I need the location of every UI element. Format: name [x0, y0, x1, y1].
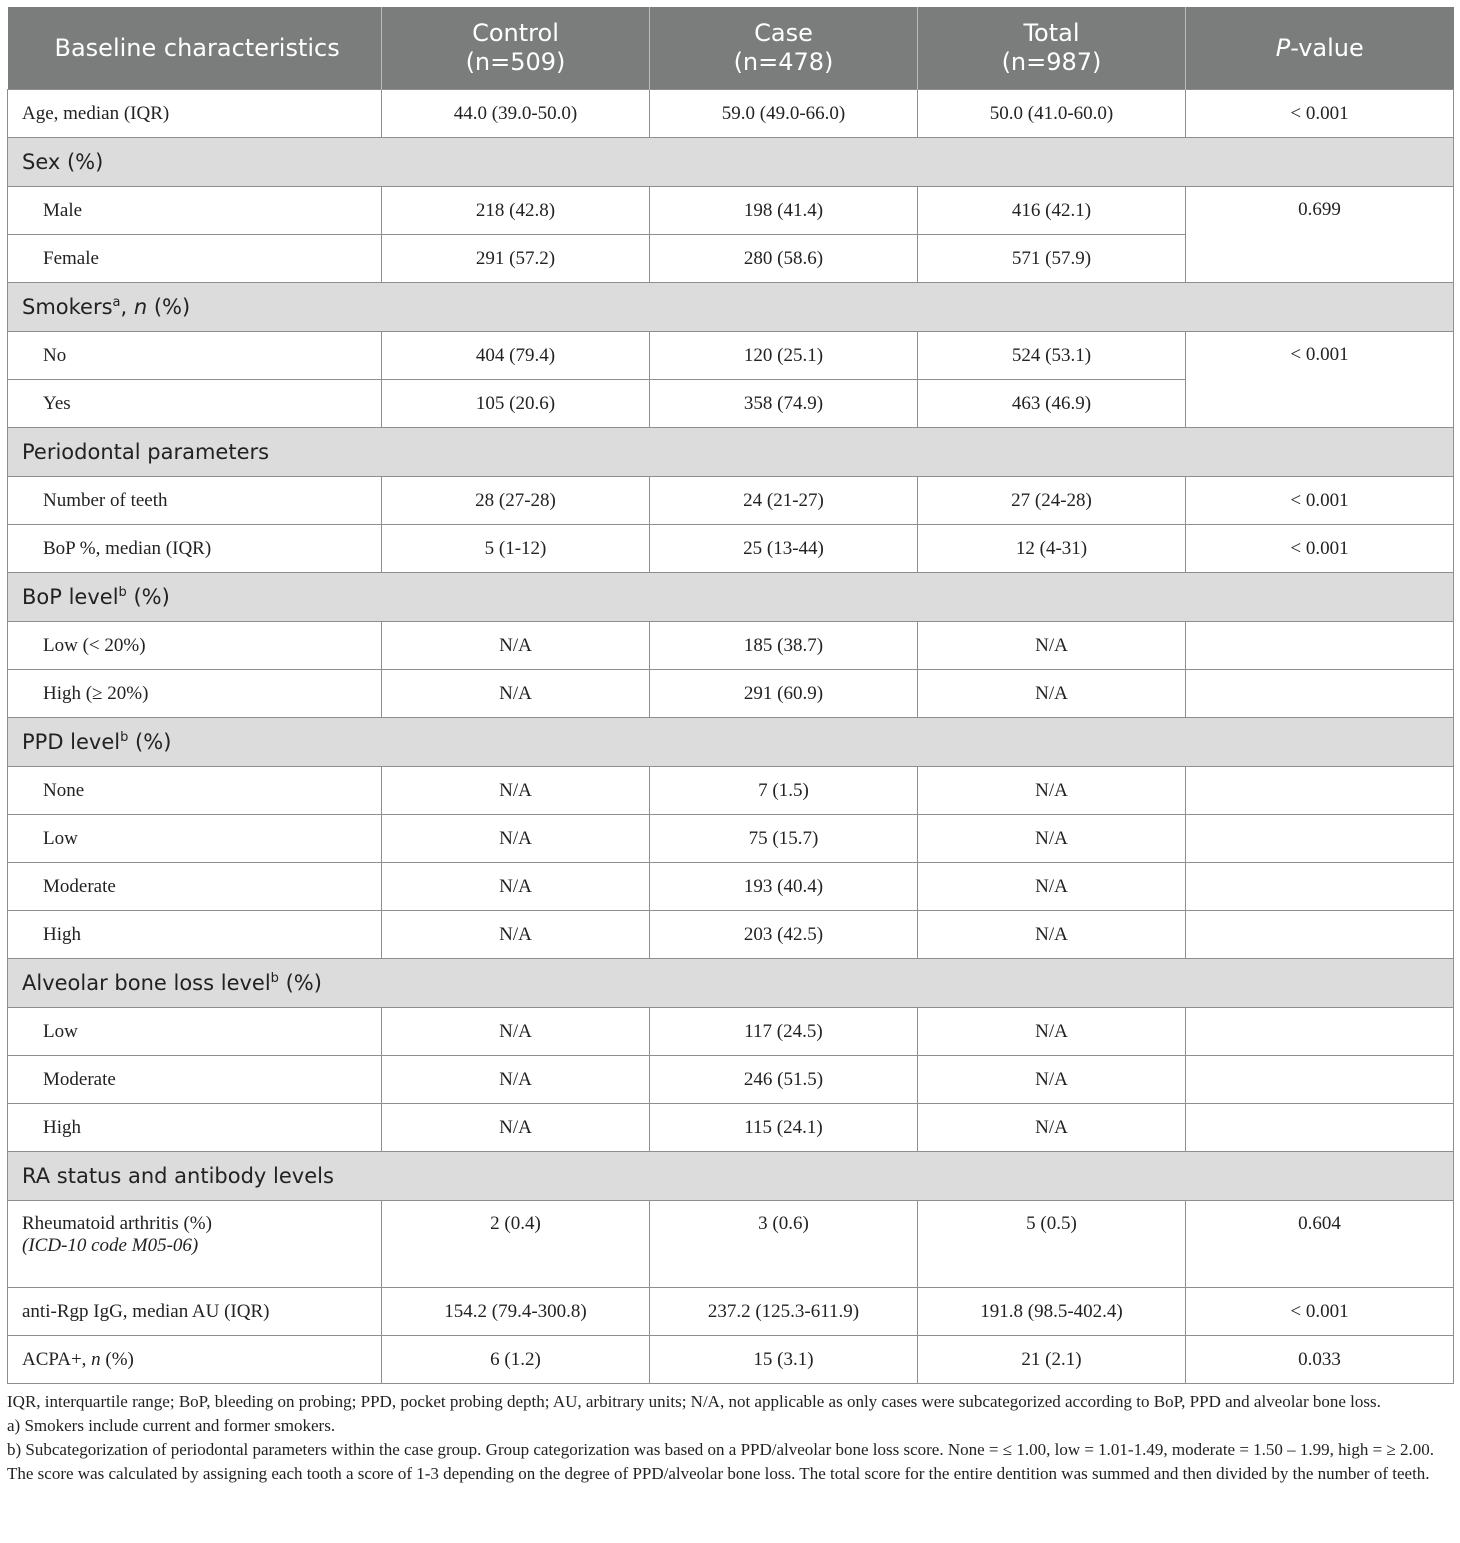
table-row: [8, 332, 1454, 380]
footnote-abbreviations: IQR, interquartile range; BoP, bleeding on probing; PPD, pocket probing depth; AU, arbitrary units; N/A, not applicable as only cases were subcategorized according to BoP, PPD and alveolar bone loss.: [7, 1392, 1381, 1411]
row-label-note: (ICD-10 code M05-06): [22, 1235, 199, 1256]
cell-case: 59.0 (49.0-66.0): [650, 90, 918, 138]
cell-total: 571 (57.9): [918, 235, 1186, 283]
row-label-text: ACPA+,: [22, 1348, 92, 1370]
section-title-suffix: (%): [126, 585, 170, 609]
cell-control: 6 (1.2): [382, 1336, 650, 1384]
section-title: [8, 718, 1454, 767]
table-row: [8, 815, 1454, 863]
cell-control: N/A: [382, 670, 650, 718]
cell-control: 28 (27-28): [382, 477, 650, 525]
header-control: [382, 7, 650, 90]
section-title-text: Smokers: [22, 295, 113, 319]
baseline-table: [7, 7, 1454, 1384]
section-title-suffix: (%): [147, 295, 191, 319]
cell-total: N/A: [918, 670, 1186, 718]
row-label: BoP %, median (IQR): [8, 525, 382, 573]
cell-pvalue: < 0.001: [1186, 90, 1454, 138]
table-row: [8, 911, 1454, 959]
cell-case: 24 (21-27): [650, 477, 918, 525]
cell-control: 44.0 (39.0-50.0): [382, 90, 650, 138]
cell-case: 3 (0.6): [650, 1201, 918, 1288]
table-row: [8, 1104, 1454, 1152]
cell-total: N/A: [918, 767, 1186, 815]
cell-pvalue: [1186, 911, 1454, 959]
row-label: [8, 1336, 382, 1384]
cell-control: 218 (42.8): [382, 187, 650, 235]
cell-pvalue: [1186, 815, 1454, 863]
section-row-sex: [8, 138, 1454, 187]
footnote-marker: a: [112, 295, 121, 310]
cell-control: N/A: [382, 863, 650, 911]
row-label: Moderate: [8, 1056, 382, 1104]
row-label: Low (< 20%): [8, 622, 382, 670]
cell-total: N/A: [918, 622, 1186, 670]
cell-total: 463 (46.9): [918, 380, 1186, 428]
footnote-marker: b: [270, 971, 279, 986]
header-total-label: Total: [1023, 19, 1080, 47]
cell-control: N/A: [382, 767, 650, 815]
cell-case: 120 (25.1): [650, 332, 918, 380]
section-title-text: Alveolar bone loss level: [22, 971, 271, 995]
cell-pvalue: < 0.001: [1186, 332, 1454, 428]
cell-pvalue: < 0.001: [1186, 1288, 1454, 1336]
cell-pvalue: [1186, 670, 1454, 718]
table-row: [8, 1288, 1454, 1336]
header-pvalue: [1186, 7, 1454, 90]
cell-case: 246 (51.5): [650, 1056, 918, 1104]
cell-case: 25 (13-44): [650, 525, 918, 573]
cell-control: 105 (20.6): [382, 380, 650, 428]
section-title-suffix: (%): [278, 971, 322, 995]
row-label: Moderate: [8, 863, 382, 911]
cell-total: 5 (0.5): [918, 1201, 1186, 1288]
cell-pvalue: 0.604: [1186, 1201, 1454, 1288]
cell-control: 2 (0.4): [382, 1201, 650, 1288]
cell-control: 5 (1-12): [382, 525, 650, 573]
row-label: High (≥ 20%): [8, 670, 382, 718]
header-case: [650, 7, 918, 90]
section-row-smokers: [8, 283, 1454, 332]
cell-total: 524 (53.1): [918, 332, 1186, 380]
footnote-b: b) Subcategorization of periodontal parameters within the case group. Group categorization was based on a PPD/alveolar bone loss score. None = ≤ 1.00, low = 1.01-1.49, moderate = 1.50 – 1.99, high = ≥ 2.00. The score was calculated by assigning each tooth a score of 1-3 depending on the degree of PPD/alveolar bone loss. The total score for the entire dentition was summed and then divided by the number of teeth.: [7, 1440, 1435, 1483]
cell-case: 358 (74.9): [650, 380, 918, 428]
section-title: [8, 959, 1454, 1008]
header-case-label: Case: [754, 19, 813, 47]
cell-control: N/A: [382, 1056, 650, 1104]
row-label: [8, 1201, 382, 1288]
cell-control: N/A: [382, 815, 650, 863]
row-label: Low: [8, 815, 382, 863]
row-label: Female: [8, 235, 382, 283]
row-label: High: [8, 911, 382, 959]
table-row: [8, 1056, 1454, 1104]
row-label: Age, median (IQR): [8, 90, 382, 138]
cell-pvalue: [1186, 1056, 1454, 1104]
cell-case: 7 (1.5): [650, 767, 918, 815]
row-label: Male: [8, 187, 382, 235]
section-row-periodontal: [8, 428, 1454, 477]
section-title-n: n: [133, 295, 148, 319]
header-case-n: (n=478): [733, 48, 834, 76]
section-row-ra-status: [8, 1152, 1454, 1201]
cell-pvalue: [1186, 863, 1454, 911]
footnote-marker: b: [120, 730, 129, 745]
cell-case: 75 (15.7): [650, 815, 918, 863]
cell-control: N/A: [382, 1104, 650, 1152]
table-row: [8, 1201, 1454, 1288]
cell-total: 191.8 (98.5-402.4): [918, 1288, 1186, 1336]
header-p-rest: -value: [1290, 33, 1364, 62]
row-label-text: Rheumatoid arthritis (%): [22, 1213, 212, 1234]
section-title-suffix: (%): [128, 730, 172, 754]
section-row-bop-level: [8, 573, 1454, 622]
header-characteristics: Baseline characteristics: [8, 7, 382, 90]
section-row-ppd-level: [8, 718, 1454, 767]
cell-pvalue: < 0.001: [1186, 477, 1454, 525]
row-label: anti-Rgp IgG, median AU (IQR): [8, 1288, 382, 1336]
table-row: [8, 1336, 1454, 1384]
table-row: [8, 187, 1454, 235]
cell-total: 12 (4-31): [918, 525, 1186, 573]
cell-control: 154.2 (79.4-300.8): [382, 1288, 650, 1336]
cell-control: N/A: [382, 1008, 650, 1056]
section-row-alveolar-bone-loss: [8, 959, 1454, 1008]
row-label: High: [8, 1104, 382, 1152]
cell-total: 21 (2.1): [918, 1336, 1186, 1384]
footnote-a: a) Smokers include current and former smokers.: [7, 1416, 336, 1435]
cell-pvalue: [1186, 767, 1454, 815]
cell-pvalue: 0.033: [1186, 1336, 1454, 1384]
table-row: [8, 670, 1454, 718]
cell-total: N/A: [918, 1104, 1186, 1152]
cell-case: 15 (3.1): [650, 1336, 918, 1384]
row-label-n: n: [91, 1348, 101, 1370]
table-footnotes: [7, 1390, 1453, 1486]
cell-total: N/A: [918, 911, 1186, 959]
footnote-marker: b: [118, 585, 127, 600]
cell-pvalue: [1186, 1008, 1454, 1056]
header-row: [8, 7, 1454, 90]
table-row: [8, 90, 1454, 138]
cell-case: 115 (24.1): [650, 1104, 918, 1152]
cell-control: 404 (79.4): [382, 332, 650, 380]
header-total: [918, 7, 1186, 90]
row-label-suffix: (%): [100, 1348, 134, 1370]
section-title: Periodontal parameters: [8, 428, 1454, 477]
cell-pvalue: < 0.001: [1186, 525, 1454, 573]
header-p-italic: P: [1275, 33, 1291, 62]
section-title-text: PPD level: [22, 730, 121, 754]
cell-case: 237.2 (125.3-611.9): [650, 1288, 918, 1336]
table-row: [8, 622, 1454, 670]
table-row: [8, 525, 1454, 573]
section-title: Sex (%): [8, 138, 1454, 187]
cell-case: 198 (41.4): [650, 187, 918, 235]
cell-case: 280 (58.6): [650, 235, 918, 283]
cell-control: N/A: [382, 911, 650, 959]
cell-total: 27 (24-28): [918, 477, 1186, 525]
cell-case: 291 (60.9): [650, 670, 918, 718]
row-label: Low: [8, 1008, 382, 1056]
row-label: Number of teeth: [8, 477, 382, 525]
cell-case: 203 (42.5): [650, 911, 918, 959]
cell-total: N/A: [918, 1056, 1186, 1104]
table-row: [8, 477, 1454, 525]
table-row: [8, 767, 1454, 815]
cell-pvalue: 0.699: [1186, 187, 1454, 283]
header-control-n: (n=509): [465, 48, 566, 76]
section-title: [8, 283, 1454, 332]
row-label: Yes: [8, 380, 382, 428]
cell-pvalue: [1186, 1104, 1454, 1152]
cell-case: 193 (40.4): [650, 863, 918, 911]
cell-total: 50.0 (41.0-60.0): [918, 90, 1186, 138]
cell-case: 117 (24.5): [650, 1008, 918, 1056]
header-control-label: Control: [472, 19, 559, 47]
table-container: [7, 7, 1453, 1486]
cell-pvalue: [1186, 622, 1454, 670]
section-title: [8, 573, 1454, 622]
cell-total: N/A: [918, 863, 1186, 911]
table-row: [8, 1008, 1454, 1056]
row-label: No: [8, 332, 382, 380]
cell-total: N/A: [918, 1008, 1186, 1056]
cell-total: 416 (42.1): [918, 187, 1186, 235]
cell-control: N/A: [382, 622, 650, 670]
cell-case: 185 (38.7): [650, 622, 918, 670]
row-label: None: [8, 767, 382, 815]
header-total-n: (n=987): [1001, 48, 1102, 76]
table-row: [8, 863, 1454, 911]
section-title-sep: ,: [120, 295, 134, 319]
cell-control: 291 (57.2): [382, 235, 650, 283]
cell-total: N/A: [918, 815, 1186, 863]
section-title: RA status and antibody levels: [8, 1152, 1454, 1201]
section-title-text: BoP level: [22, 585, 119, 609]
